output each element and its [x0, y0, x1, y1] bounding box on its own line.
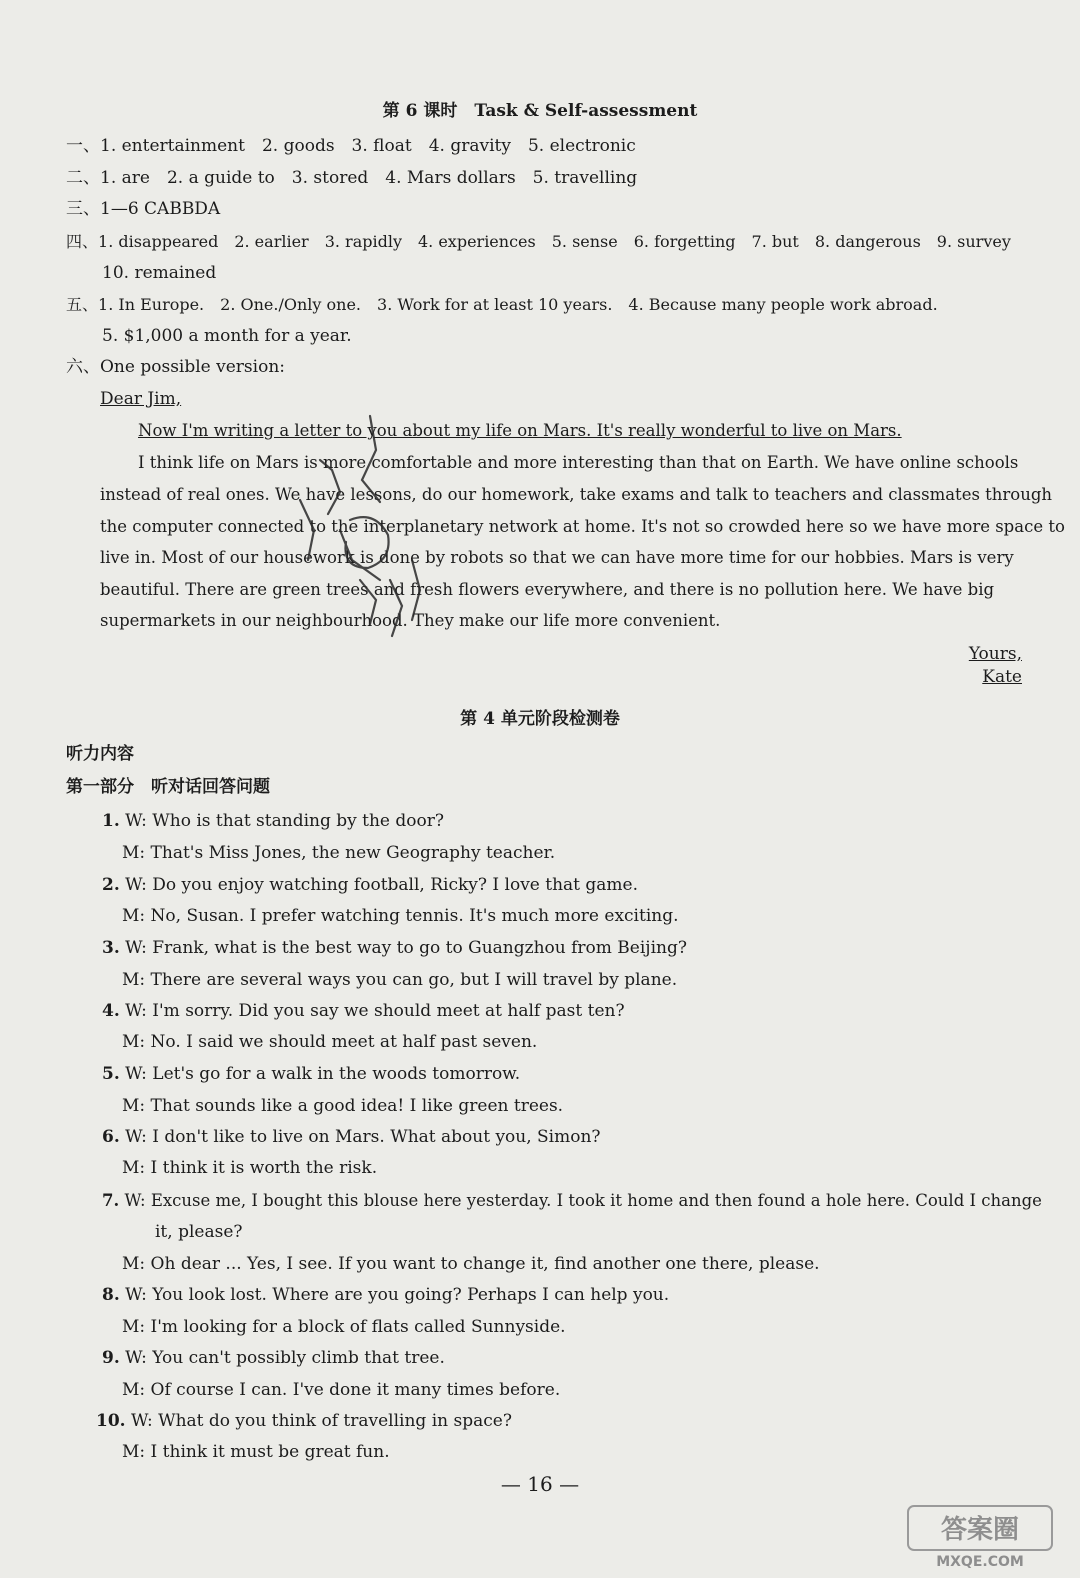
letter-line-1: Now I'm writing a letter to you about my life on Mars. It's really wonderful to live on Mars. — [138, 421, 902, 440]
section-title: 第 6 课时 Task & Self-assessment — [382, 101, 698, 121]
dialogue-number: 8. — [102, 1285, 120, 1305]
answer-line-4 — [66, 231, 1011, 253]
dialogue-w — [102, 1190, 1042, 1212]
dialogue-w-text: W: Let's go for a walk in the woods tomorrow. — [125, 1064, 521, 1084]
dialogue-w — [102, 1063, 520, 1085]
letter-line-2: I think life on Mars is more comfortable and more interesting than that on Earth. We have online schools — [138, 453, 1019, 472]
answer-text: 1. In Europe. 2. One./Only one. 3. Work for at least 10 years. 4. Because many people work abroad. — [98, 295, 938, 314]
answer-line-3 — [66, 198, 220, 220]
dialogue-w-text: W: You look lost. Where are you going? Perhaps I can help you. — [125, 1285, 670, 1305]
dialogue-number: 2. — [102, 875, 120, 895]
answer-text: 1. disappeared 2. earlier 3. rapidly 4. experiences 5. sense 6. forgetting 7. but 8. dangerous 9. survey — [98, 232, 1011, 251]
watermark-stamp — [280, 410, 440, 670]
letter-line-5: live in. Most of our housework is done by robots so that we can have more time for our hobbies. Mars is very — [100, 548, 1014, 567]
answer-text: 1—6 CABBDA — [100, 199, 221, 219]
dialogue-w — [102, 1126, 601, 1148]
answer-label: 三、 — [66, 199, 100, 219]
dialogue-w-text: W: I'm sorry. Did you say we should meet at half past ten? — [125, 1001, 625, 1021]
answer-text: 5. $1,000 a month for a year. — [102, 326, 352, 346]
answer-text: 10. remained — [102, 263, 217, 283]
dialogue-m: M: I'm looking for a block of flats called Sunnyside. — [122, 1317, 566, 1337]
dialogue-number: 1. — [102, 811, 120, 831]
answer-line-6 — [66, 294, 938, 316]
dialogue-m: M: No, Susan. I prefer watching tennis. It's much more exciting. — [122, 906, 679, 926]
part-one-heading: 第一部分 听对话回答问题 — [66, 777, 270, 797]
dialogue-w — [102, 1284, 669, 1306]
answer-line-7 — [102, 325, 352, 347]
answer-text: One possible version: — [100, 357, 285, 377]
page-number: — 16 — — [500, 1472, 580, 1496]
dialogue-number: 10. — [96, 1411, 126, 1431]
answer-text: 1. are 2. a guide to 3. stored 4. Mars dollars 5. travelling — [100, 168, 638, 188]
unit-test-title: 第 4 单元阶段检测卷 — [460, 709, 620, 729]
dialogue-w-text: W: What do you think of travelling in space? — [130, 1411, 512, 1431]
letter-signature: Kate — [982, 667, 1022, 687]
dialogue-number: 4. — [102, 1001, 120, 1021]
dialogue-w-text: W: Excuse me, I bought this blouse here yesterday. I took it home and then found a hole here. Could I change — [124, 1191, 1042, 1210]
listening-heading: 听力内容 — [66, 744, 134, 764]
dialogue-m: M: Oh dear ... Yes, I see. If you want to change it, find another one there, please. — [122, 1254, 820, 1274]
answer-label: 六、 — [66, 357, 100, 377]
dialogue-w-text: W: I don't like to live on Mars. What about you, Simon? — [125, 1127, 601, 1147]
dialogue-m: M: I think it must be great fun. — [122, 1442, 390, 1462]
dialogue-m: M: Of course I can. I've done it many times before. — [122, 1380, 561, 1400]
dialogue-m: M: No. I said we should meet at half past seven. — [122, 1032, 538, 1052]
svg-text:答案圈: 答案圈 — [940, 1515, 1020, 1545]
dialogue-w — [102, 1347, 445, 1369]
letter-line-7: supermarkets in our neighbourhood. They make our life more convenient. — [100, 611, 721, 630]
dialogue-m: M: I think it is worth the risk. — [122, 1158, 378, 1178]
answer-line-8 — [66, 356, 285, 378]
letter-salutation: Dear Jim, — [100, 389, 182, 409]
dialogue-number: 5. — [102, 1064, 120, 1084]
dialogue-w-continued: it, please? — [155, 1222, 243, 1242]
dialogue-w-text: W: Who is that standing by the door? — [125, 811, 444, 831]
answer-label: 四、 — [66, 232, 99, 251]
answer-line-5 — [102, 262, 216, 284]
dialogue-w — [102, 810, 444, 832]
logo-mark — [900, 1504, 1060, 1570]
answer-text: 1. entertainment 2. goods 3. float 4. gravity 5. electronic — [100, 136, 636, 156]
dialogue-w — [96, 1410, 512, 1432]
dialogue-w-text: W: Frank, what is the best way to go to Guangzhou from Beijing? — [125, 938, 687, 958]
dialogue-w — [102, 937, 687, 959]
letter-line-3: instead of real ones. We have lessons, do our homework, take exams and talk to teachers and classmates through — [100, 485, 1053, 504]
mxqe-logo — [900, 1504, 1060, 1570]
dialogue-number: 3. — [102, 938, 120, 958]
svg-text:MXQE.COM: MXQE.COM — [936, 1554, 1024, 1570]
dialogue-w — [102, 874, 638, 896]
answer-label: 一、 — [66, 136, 100, 156]
answer-line-1 — [66, 135, 636, 157]
dialogue-w — [102, 1000, 625, 1022]
dialogue-w-text: W: You can't possibly climb that tree. — [125, 1348, 445, 1368]
answer-line-2 — [66, 167, 637, 189]
dialogue-m: M: That sounds like a good idea! I like green trees. — [122, 1096, 564, 1116]
answer-label: 五、 — [66, 295, 99, 314]
dialogue-number: 9. — [102, 1348, 120, 1368]
answer-label: 二、 — [66, 168, 100, 188]
dialogue-w-text: W: Do you enjoy watching football, Ricky? I love that game. — [125, 875, 639, 895]
letter-line-6: beautiful. There are green trees and fresh flowers everywhere, and there is no pollution here. We have big — [100, 580, 995, 599]
dialogue-m: M: That's Miss Jones, the new Geography teacher. — [122, 843, 556, 863]
letter-line-4: the computer connected to the interplanetary network at home. It's not so crowded here so we have more space to — [100, 517, 1065, 536]
dialogue-number: 6. — [102, 1127, 120, 1147]
dialogue-m: M: There are several ways you can go, but I will travel by plane. — [122, 970, 678, 990]
dialogue-number: 7. — [102, 1191, 120, 1210]
letter-closing: Yours, — [968, 644, 1022, 664]
